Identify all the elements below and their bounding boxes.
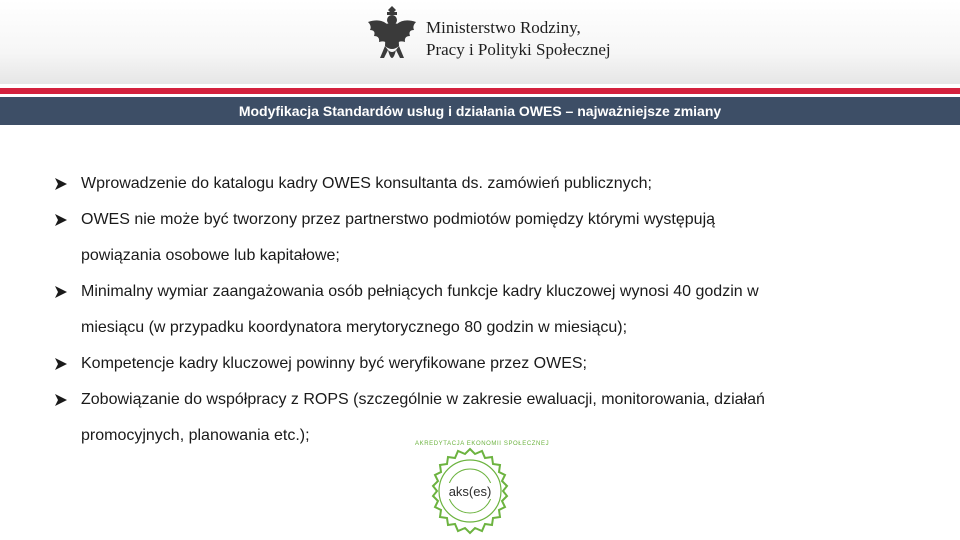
- bullet-3-line-2: miesiącu (w przypadku koordynatora merytorycznego 80 godzin w miesiącu);: [81, 319, 628, 336]
- arrow-bullet-icon: [54, 357, 68, 371]
- arrow-bullet-icon: [54, 393, 68, 407]
- ministry-name: [426, 17, 611, 61]
- bullet-5-line-1: Zobowiązanie do współpracy z ROPS (szczególnie w zakresie ewaluacji, monitorowania, działań: [81, 391, 765, 408]
- bullet-2-line-2: powiązania osobowe lub kapitałowe;: [81, 247, 340, 264]
- polish-eagle-icon: [366, 6, 418, 68]
- arrow-bullet-icon: [54, 285, 68, 299]
- stamp-ring-text: AKREDYTACJA EKONOMII SPOŁECZNEJ: [415, 441, 550, 447]
- bullet-2-line-1: OWES nie może być tworzony przez partnerstwo podmiotów pomiędzy którymi występują: [81, 211, 716, 228]
- ministry-name-line1: Ministerstwo Rodziny,: [426, 18, 581, 37]
- slide-title: Modyfikacja Standardów usług i działania OWES – najważniejsze zmiany: [238, 103, 722, 119]
- arrow-bullet-icon: [54, 177, 68, 191]
- bullet-3-line-1: Minimalny wymiar zaangażowania osób pełniących funkcje kadry kluczowej wynosi 40 godzin w: [81, 283, 759, 300]
- ministry-name-line2: Pracy i Polityki Społecznej: [426, 40, 611, 59]
- arrow-bullet-icon: [54, 213, 68, 227]
- bullet-1-line-1: Wprowadzenie do katalogu kadry OWES konsultanta ds. zamówień publicznych;: [81, 175, 652, 192]
- stamp-logo-text: aks(es): [448, 484, 492, 499]
- ministry-header: [0, 0, 960, 88]
- bullet-4-line-1: Kompetencje kadry kluczowej powinny być weryfikowane przez OWES;: [81, 355, 587, 372]
- akses-accreditation-stamp: [415, 441, 550, 537]
- flag-stripe-red: [0, 88, 960, 94]
- title-banner: [0, 97, 960, 125]
- bullet-5-line-2: promocyjnych, planowania etc.);: [81, 427, 310, 444]
